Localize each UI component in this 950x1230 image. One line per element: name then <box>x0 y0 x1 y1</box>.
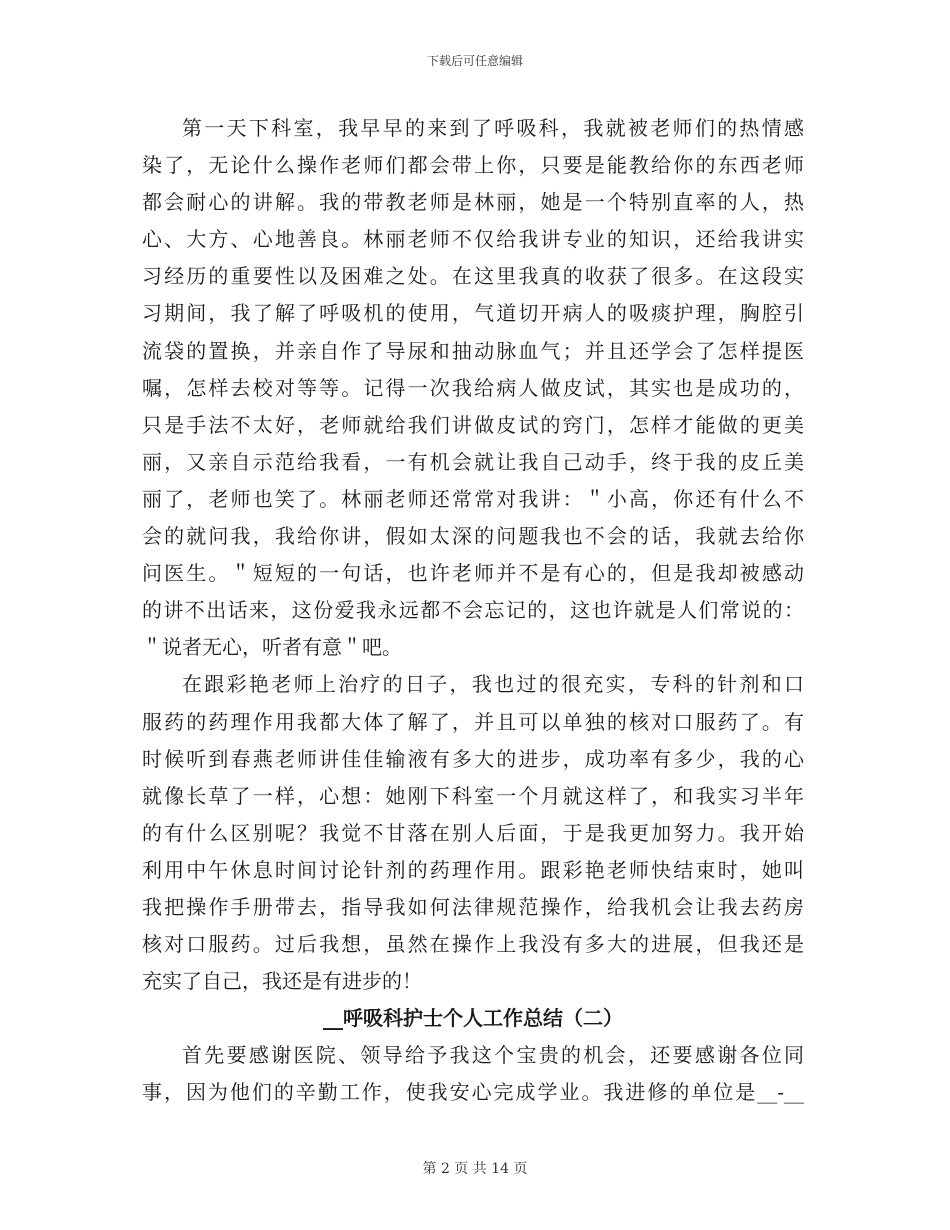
paragraph-2-line: 充实了自己，我还是有进步的！ <box>142 969 422 994</box>
paragraph-3-line: 事，因为他们的辛勤工作，使我安心完成学业。我进修的单位是__-__ <box>142 1080 804 1105</box>
paragraph-1-line: 习经历的重要性以及困难之处。在这里我真的收获了很多。在这段实 <box>142 264 804 289</box>
paragraph-1-line: 第一天下科室，我早早的来到了呼吸科，我就被老师们的热情感 <box>182 116 804 140</box>
paragraph-1-line: ＂说者无心，听者有意＂吧。 <box>142 635 402 660</box>
section-heading: __呼吸科护士个人工作总结（二） <box>323 1006 623 1031</box>
paragraph-2-line: 时候听到春燕老师讲佳佳输液有多大的进步，成功率有多少，我的心 <box>142 746 804 771</box>
paragraph-1-line: 习期间，我了解了呼吸机的使用，气道切开病人的吸痰护理，胸腔引 <box>142 301 804 326</box>
paragraph-1-line: 心、大方、心地善良。林丽老师不仅给我讲专业的知识，还给我讲实 <box>142 227 804 252</box>
document-body <box>142 110 804 1112</box>
paragraph-2-line: 就像长草了一样，心想：她刚下科室一个月就这样了，和我实习半年 <box>142 783 804 808</box>
paragraph-2-line: 核对口服药。过后我想，虽然在操作上我没有多大的进展，但我还是 <box>142 932 804 957</box>
paragraph-2-line: 在跟彩艳老师上治疗的日子，我也过的很充实，专科的针剂和口 <box>182 672 804 697</box>
paragraph-2-line: 我把操作手册带去，指导我如何法律规范操作，给我机会让我去药房 <box>142 894 804 919</box>
paragraph-1-line: 丽了，老师也笑了。林丽老师还常常对我讲：＂小高，你还有什么不 <box>142 486 804 511</box>
paragraph-1-line: 会的就问我，我给你讲，假如太深的问题我也不会的话，我就去给你 <box>142 524 804 549</box>
paragraph-1-line: 只是手法不太好，老师就给我们讲做皮试的窍门，怎样才能做的更美 <box>142 412 804 437</box>
paragraph-1-line: 的讲不出话来，这份爱我永远都不会忘记的，这也许就是人们常说的： <box>142 598 804 623</box>
paragraph-1-line: 都会耐心的讲解。我的带教老师是林丽，她是一个特别直率的人，热 <box>142 190 804 215</box>
paragraph-3-line: 首先要感谢医院、领导给予我这个宝贵的机会，还要感谢各位同 <box>182 1043 804 1068</box>
paragraph-2-line: 服药的药理作用我都大体了解了，并且可以单独的核对口服药了。有 <box>142 709 804 734</box>
paragraph-2-line: 的有什么区别呢？我觉不甘落在别人后面，于是我更加努力。我开始 <box>142 820 804 845</box>
page-footer: 第 2 页 共 14 页 <box>422 1161 528 1177</box>
paragraph-1-line: 问医生。＂短短的一句话，也许老师并不是有心的，但是我却被感动 <box>142 561 804 586</box>
page-header: 下载后可任意编辑 <box>426 54 523 68</box>
paragraph-1-line: 流袋的置换，并亲自作了导尿和抽动脉血气；并且还学会了怎样提医 <box>142 338 804 363</box>
paragraph-1-line: 染了，无论什么操作老师们都会带上你，只要是能教给你的东西老师 <box>142 153 804 178</box>
paragraph-1-line: 嘱，怎样去校对等等。记得一次我给病人做皮试，其实也是成功的， <box>142 375 804 400</box>
paragraph-1-line: 丽，又亲自示范给我看，一有机会就让我自己动手，终于我的皮丘美 <box>142 449 804 474</box>
paragraph-2-line: 利用中午休息时间讨论针剂的药理作用。跟彩艳老师快结束时，她叫 <box>142 857 804 882</box>
